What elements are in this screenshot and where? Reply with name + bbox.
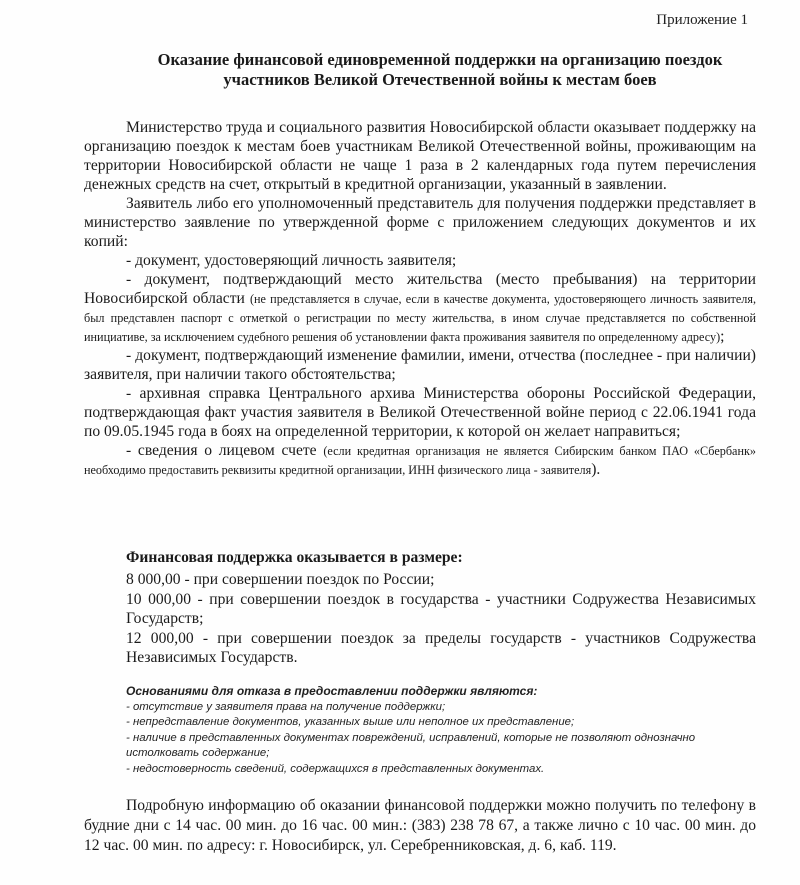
refusal-grounds [126,684,752,777]
title-line-1: Оказание финансовой единовременной поддержки на организацию поездок [157,50,723,69]
refusal-heading: Основаниями для отказа в предоставлении поддержки являются: [126,684,538,698]
refusal-item-missing-docs: - непредставление документов, указанных выше или неполное их представление; [126,716,575,728]
account-note: (если кредитная организация не является Сибирским банком ПАО «Сбербанк» необходимо предоставить реквизиты кредитной организации, ИНН физического лица - заявителя [84,444,756,477]
contact-info [84,796,756,856]
document-item-account-details [84,441,756,479]
amount-russia: 8 000,00 - при совершении поездок по России; [126,571,435,588]
document-item-archive-certificate: - архивная справка Центрального архива Министерства обороны Российской Федерации, подтверждающая факт участия заявителя в Великой Отечественной войне период с 22.06.1941 года по 09.05.1945 года в боях на определенной территории, к которой он желает направиться; [84,385,756,440]
document-body [84,118,756,479]
financial-heading: Финансовая поддержка оказывается в размере: [126,549,463,566]
account-end: ). [591,461,601,478]
amount-cis: 10 000,00 - при совершении поездок в государства - участники Содружества Независимых Государств; [126,590,756,627]
refusal-item-damaged-docs: - наличие в представленных документах повреждений, исправлений, которые не позволяют однозначно истолковать содержание; [126,731,696,759]
document-item-name-change: - документ, подтверждающий изменение фамилии, имени, отчества (последнее - при наличии) заявителя, при наличии такого обстоятельства; [84,347,756,383]
documents-intro-paragraph: Заявитель либо его уполномоченный представитель для получения поддержки представляет в министерство заявление по утвержденной форме с приложением следующих документов и их копий: [84,195,756,250]
residence-note: (не представляется в случае, если в качестве документа, удостоверяющего личность заявителя, был представлен паспорт с отметкой о регистрации по месту жительства, в ином случае представляется по собственной инициативе, за исключением судебного решения об установлении факта проживания заявителя по определенному адресу) [84,292,756,344]
document-item-identity: - документ, удостоверяющий личность заявителя; [126,252,457,269]
residence-end: ; [720,328,725,345]
appendix-label: Приложение 1 [656,12,748,28]
intro-paragraph: Министерство труда и социального развития Новосибирской области оказывает поддержку на организацию поездок к местам боев участникам Великой Отечественной войны, проживающим на территории Новосибирской области не чаще 1 раза в 2 календарных года путем перечисления денежных средств на счет, открытый в кредитной организации, указанный в заявлении. [84,119,756,193]
title-line-2: участников Великой Отечественной войны к местам боев [223,70,657,89]
refusal-item-no-right: - отсутствие у заявителя права на получение поддержки; [126,700,446,713]
account-main-text: - сведения о лицевом счете [126,442,317,459]
document-title [120,50,760,90]
refusal-item-false-info: - недостоверность сведений, содержащихся в представленных документах. [126,762,545,775]
residence-main-text: - документ, подтверждающий место жительства (место пребывания) на территории Новосибирской области [84,271,756,307]
contact-paragraph: Подробную информацию об оказании финансовой поддержки можно получить по телефону в будние дни с 14 час. 00 мин. до 16 час. 00 мин.: (383) 238 78 67, а также лично с 10 час. 00 мин. до 12 час. 00 мин. по адресу: г. Новосибирск, ул. Серебренниковская, д. 6, каб. 119. [84,797,756,854]
document-item-residence [84,270,756,346]
financial-amounts [126,570,756,668]
amount-outside-cis: 12 000,00 - при совершении поездок за пределы государств - участников Содружества Независимых Государств. [126,629,756,666]
